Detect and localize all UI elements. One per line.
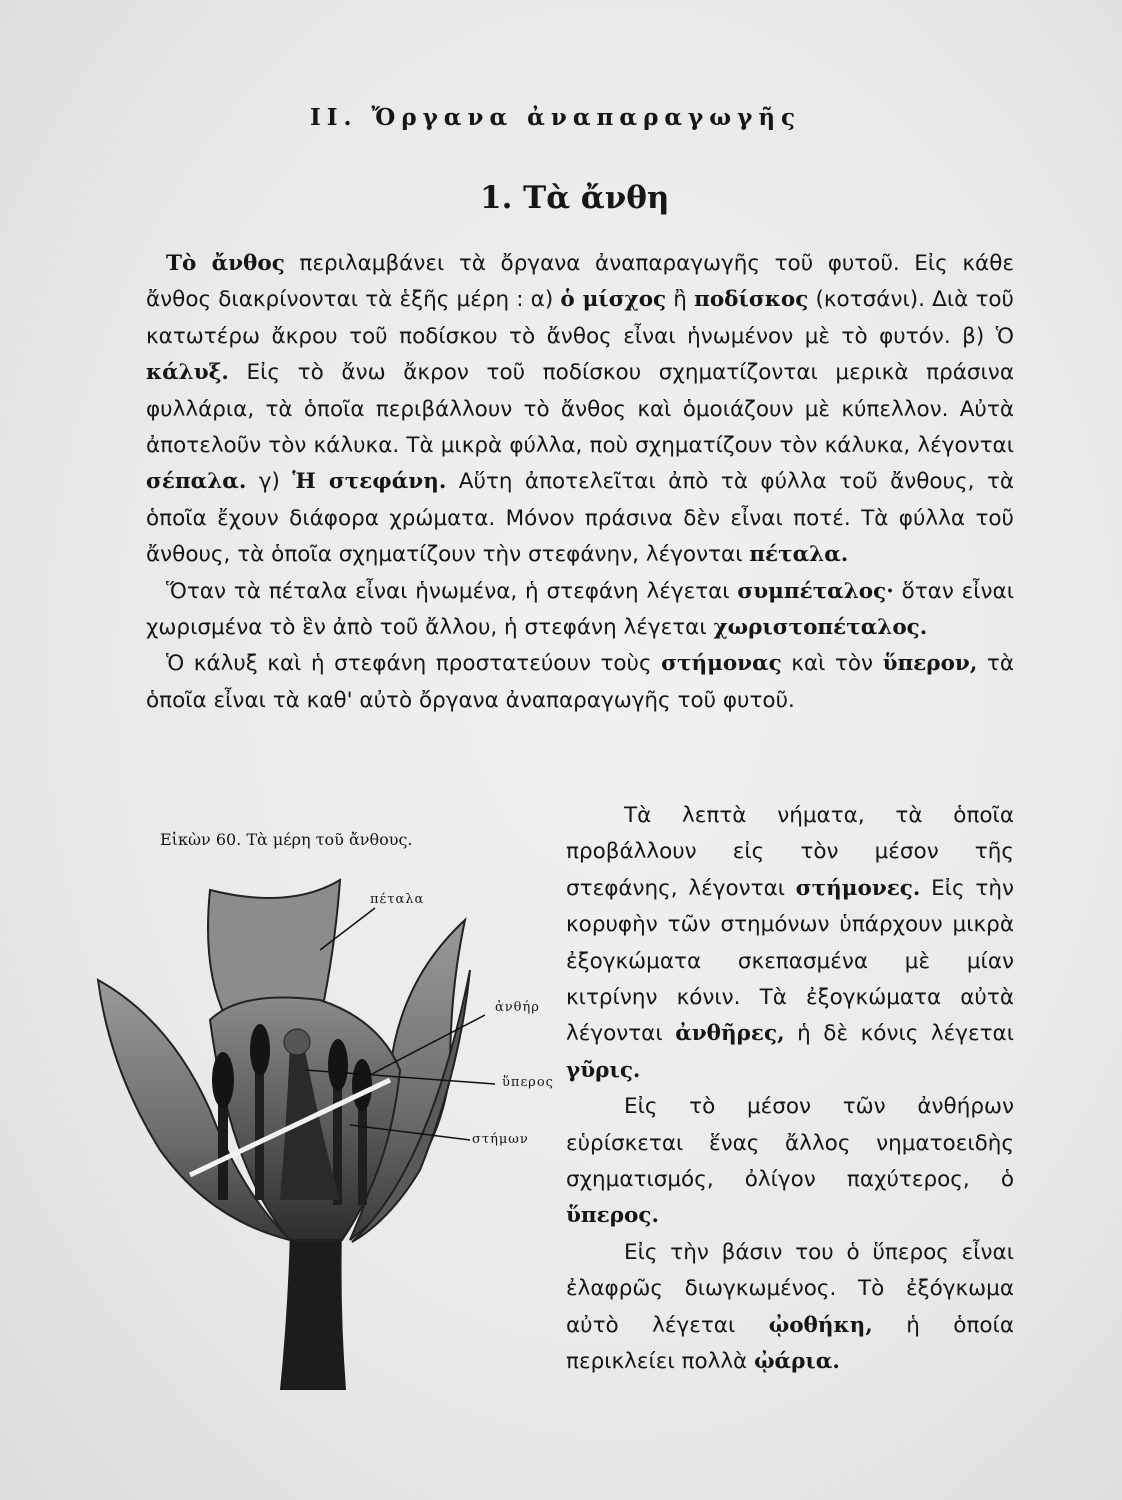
paragraph-pistil: Εἰς τὸ μέσον τῶν ἀνθήρων εὑρίσκεται ἕνας ἄλλος νηματοειδὴς σχηματισμός, ὀλίγον παχύτερος, ὁ ὕπερος. (566, 1094, 1014, 1229)
term-stamones: στήμονες. (795, 875, 921, 901)
term-pedicel: ὁ μίσχος (560, 287, 667, 313)
stamen-filament-2 (255, 1060, 264, 1200)
stigma-shape (284, 1029, 310, 1055)
flower-illustration (90, 870, 560, 1390)
anther-4 (352, 1059, 372, 1111)
anther-2 (250, 1024, 270, 1076)
label-anther: ἀνθήρ (495, 1000, 540, 1015)
term-ovary: ᾠοθήκη, (768, 1312, 873, 1338)
term-calyx: κάλυξ. (146, 360, 229, 386)
term-pollen: γῦρις. (566, 1057, 641, 1083)
term-choripetalous: χωριστοπέταλος. (713, 615, 928, 641)
section-title: ΙΙ. Ὄργανα ἀναπαραγωγῆς (310, 104, 802, 131)
term-stamens: στήμονας (661, 651, 782, 677)
label-stamen: στήμων (472, 1132, 529, 1147)
term-yperos: ὕπερος. (566, 1203, 659, 1229)
label-pistil: ὕπερος (502, 1075, 554, 1090)
paragraph-flower-parts: Τὸ ἄνθος περιλαμβάνει τὰ ὄργανα ἀναπαραγωγῆς τοῦ φυτοῦ. Εἰς κάθε ἄνθος διακρίνονται τὰ ἑξῆς μέρη : α) ὁ μίσχος ἢ ποδίσκος (κοτσάνι). Διὰ τοῦ κατωτέρω ἄκρου τοῦ ποδίσκου τὸ ἄνθος εἶναι ἡνωμένον μὲ τὸ φυτόν. β) Ὁ κάλυξ. Εἰς τὸ ἄνω ἄκρον τοῦ ποδίσκου σχηματίζονται μερικὰ πράσινα φυλλάρια, τὰ ὁποῖα περιβάλλουν τὸ ἄνθος καὶ ὁμοιάζουν μὲ κύπελλον. Αὐτὰ ἀποτελοῦν τὸν κάλυκα. Τὰ μικρὰ φύλλα, ποὺ σχηματίζουν τὸν κάλυκα, λέγονται σέπαλα. γ) Ἡ στεφάνη. Αὕτη ἀποτελεῖται ἀπὸ τὰ φύλλα τοῦ ἄνθους, τὰ ὁποῖα ἔχουν διάφορα χρώματα. Μόνον πράσινα δὲν εἶναι ποτέ. Τὰ φύλλα τοῦ ἄνθους, τὰ ὁποῖα σχηματίζουν τὴν στεφάνην, λέγονται πέταλα. (146, 251, 1014, 568)
stamen-filament-4 (358, 1095, 367, 1205)
paragraph-protection: Ὁ κάλυξ καὶ ἡ στεφάνη προστατεύουν τοὺς στήμονας καὶ τὸν ὕπερον, τὰ ὁποῖα εἶναι τὰ καθ' αὐτὸ ὄργανα ἀναπαραγωγῆς τοῦ φυτοῦ. (146, 651, 1014, 713)
term-anthers: ἀνθῆρες, (675, 1021, 785, 1047)
term-petals: πέταλα. (749, 542, 849, 568)
label-petal: πέταλα (370, 892, 425, 907)
term-flower: Τὸ ἄνθος (166, 251, 285, 276)
anther-1 (212, 1052, 234, 1108)
flower-diagram (90, 870, 560, 1390)
side-text-block (566, 798, 1014, 1381)
term-sympetalous: συμπέταλος· (737, 578, 894, 604)
paragraph-corolla-types: Ὅταν τὰ πέταλα εἶναι ἡνωμένα, ἡ στεφάνη λέγεται συμπέταλος· ὅταν εἶναι χωρισμένα τὸ ἓν ἀπὸ τοῦ ἄλλου, ἡ στεφάνη λέγεται χωριστοπέταλος. (146, 578, 1014, 641)
term-podiskos: ποδίσκος (694, 287, 809, 313)
chapter-title: 1. Τὰ ἄνθη (480, 180, 670, 216)
main-text-block (146, 246, 1014, 719)
paragraph-ovary: Εἰς τὴν βάσιν του ὁ ὕπερος εἶναι ἐλαφρῶς διωγκωμένος. Τὸ ἐξόγκωμα αὐτὸ λέγεται ᾠοθήκη, ἡ ὁποία περικλείει πολλὰ ᾠάρια. (566, 1239, 1014, 1375)
term-ovules: ᾠάρια. (754, 1349, 840, 1375)
term-sepals: σέπαλα. (146, 469, 247, 495)
paragraph-stamens: Τὰ λεπτὰ νήματα, τὰ ὁποῖα προβάλλουν εἰς τὸν μέσον τῆς στεφάνης, λέγονται στήμονες. Εἰς τὴν κορυφὴν τῶν στημόνων ὑπάρχουν μικρὰ ἐξογκώματα σκεπασμένα μὲ μίαν κιτρίνην κόνιν. Τὰ ἐξογκώματα αὐτὰ λέγονται ἀνθῆρες, ἡ δὲ κόνις λέγεται γῦρις. (566, 803, 1014, 1083)
stem-shape (280, 1230, 346, 1390)
anther-3 (328, 1039, 348, 1091)
figure-caption: Εἰκὼν 60. Τὰ μέρη τοῦ ἄνθους. (160, 830, 413, 849)
term-pistil: ὕπερον, (882, 651, 978, 677)
term-corolla: Ἡ στεφάνη. (292, 469, 447, 495)
